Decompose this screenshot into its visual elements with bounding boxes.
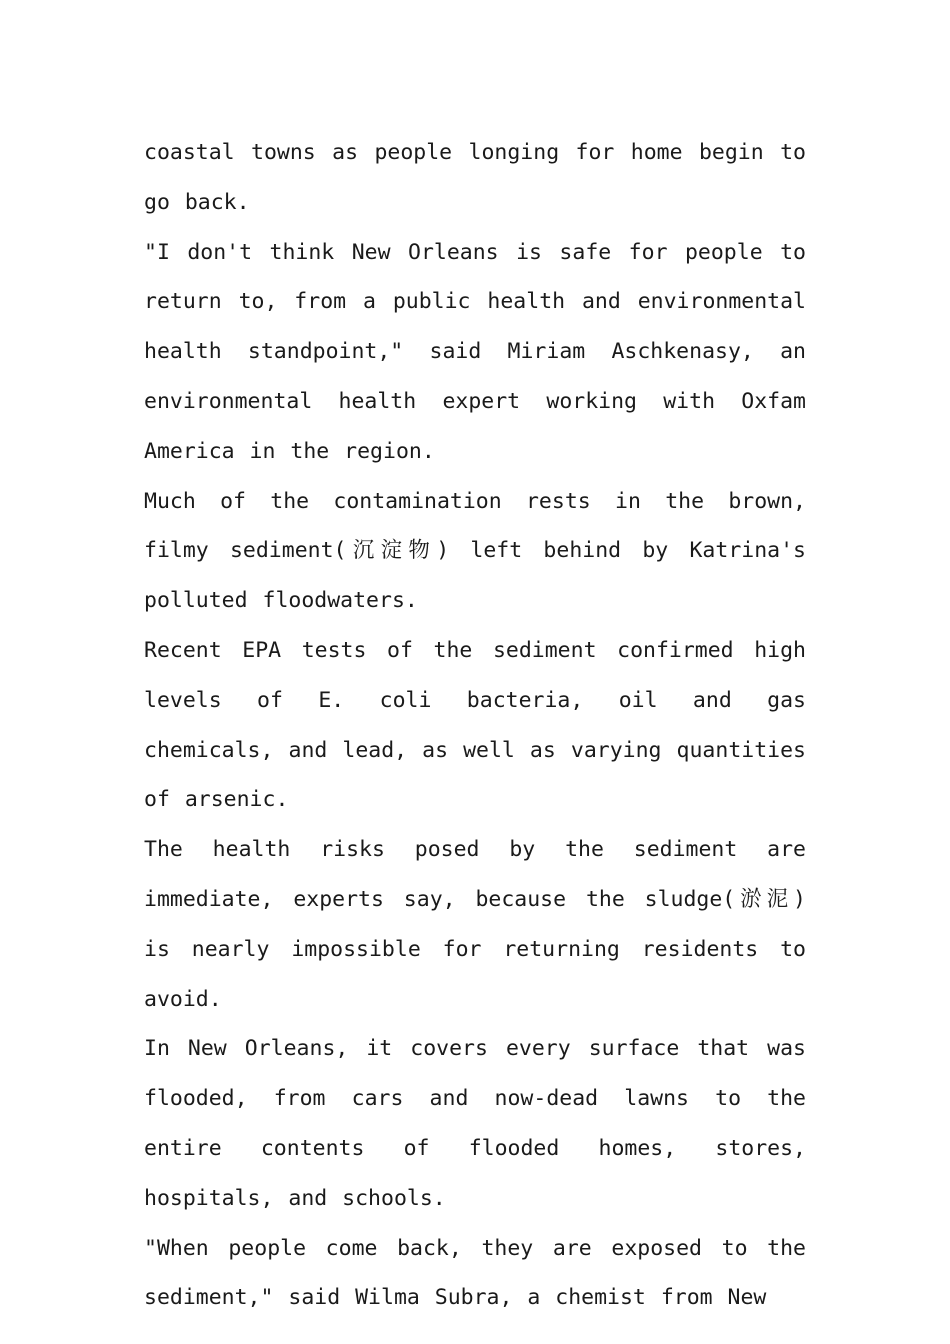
paragraph-3: Much of the contamination rests in the brown, filmy sediment(沉淀物) left behind by Katrina's polluted floodwaters. (144, 488, 806, 614)
paragraph-6: In New Orleans, it covers every surface that was flooded, from cars and now-dead lawns to the entire contents of flooded homes, stores, hospitals, and schools. (144, 1036, 806, 1211)
document-body (144, 128, 806, 1323)
paragraph-7: "When people come back, they are exposed to the sediment," said Wilma Subra, a chemist from New (144, 1235, 806, 1311)
paragraph-5: The health risks posed by the sediment are immediate, experts say, because the sludge(淤泥) is nearly impossible for returning residents to avoid. (144, 837, 806, 1012)
paragraph-1: coastal towns as people longing for home begin to go back. (144, 140, 806, 215)
paragraph-2: "I don't think New Orleans is safe for people to return to, from a public health and environmental health standpoint," said Miriam Aschkenasy, an environmental health expert working with Oxfam America in the region. (144, 239, 806, 464)
paragraph-4: Recent EPA tests of the sediment confirmed high levels of E. coli bacteria, oil and gas chemicals, and lead, as well as varying quantities of arsenic. (144, 637, 806, 813)
